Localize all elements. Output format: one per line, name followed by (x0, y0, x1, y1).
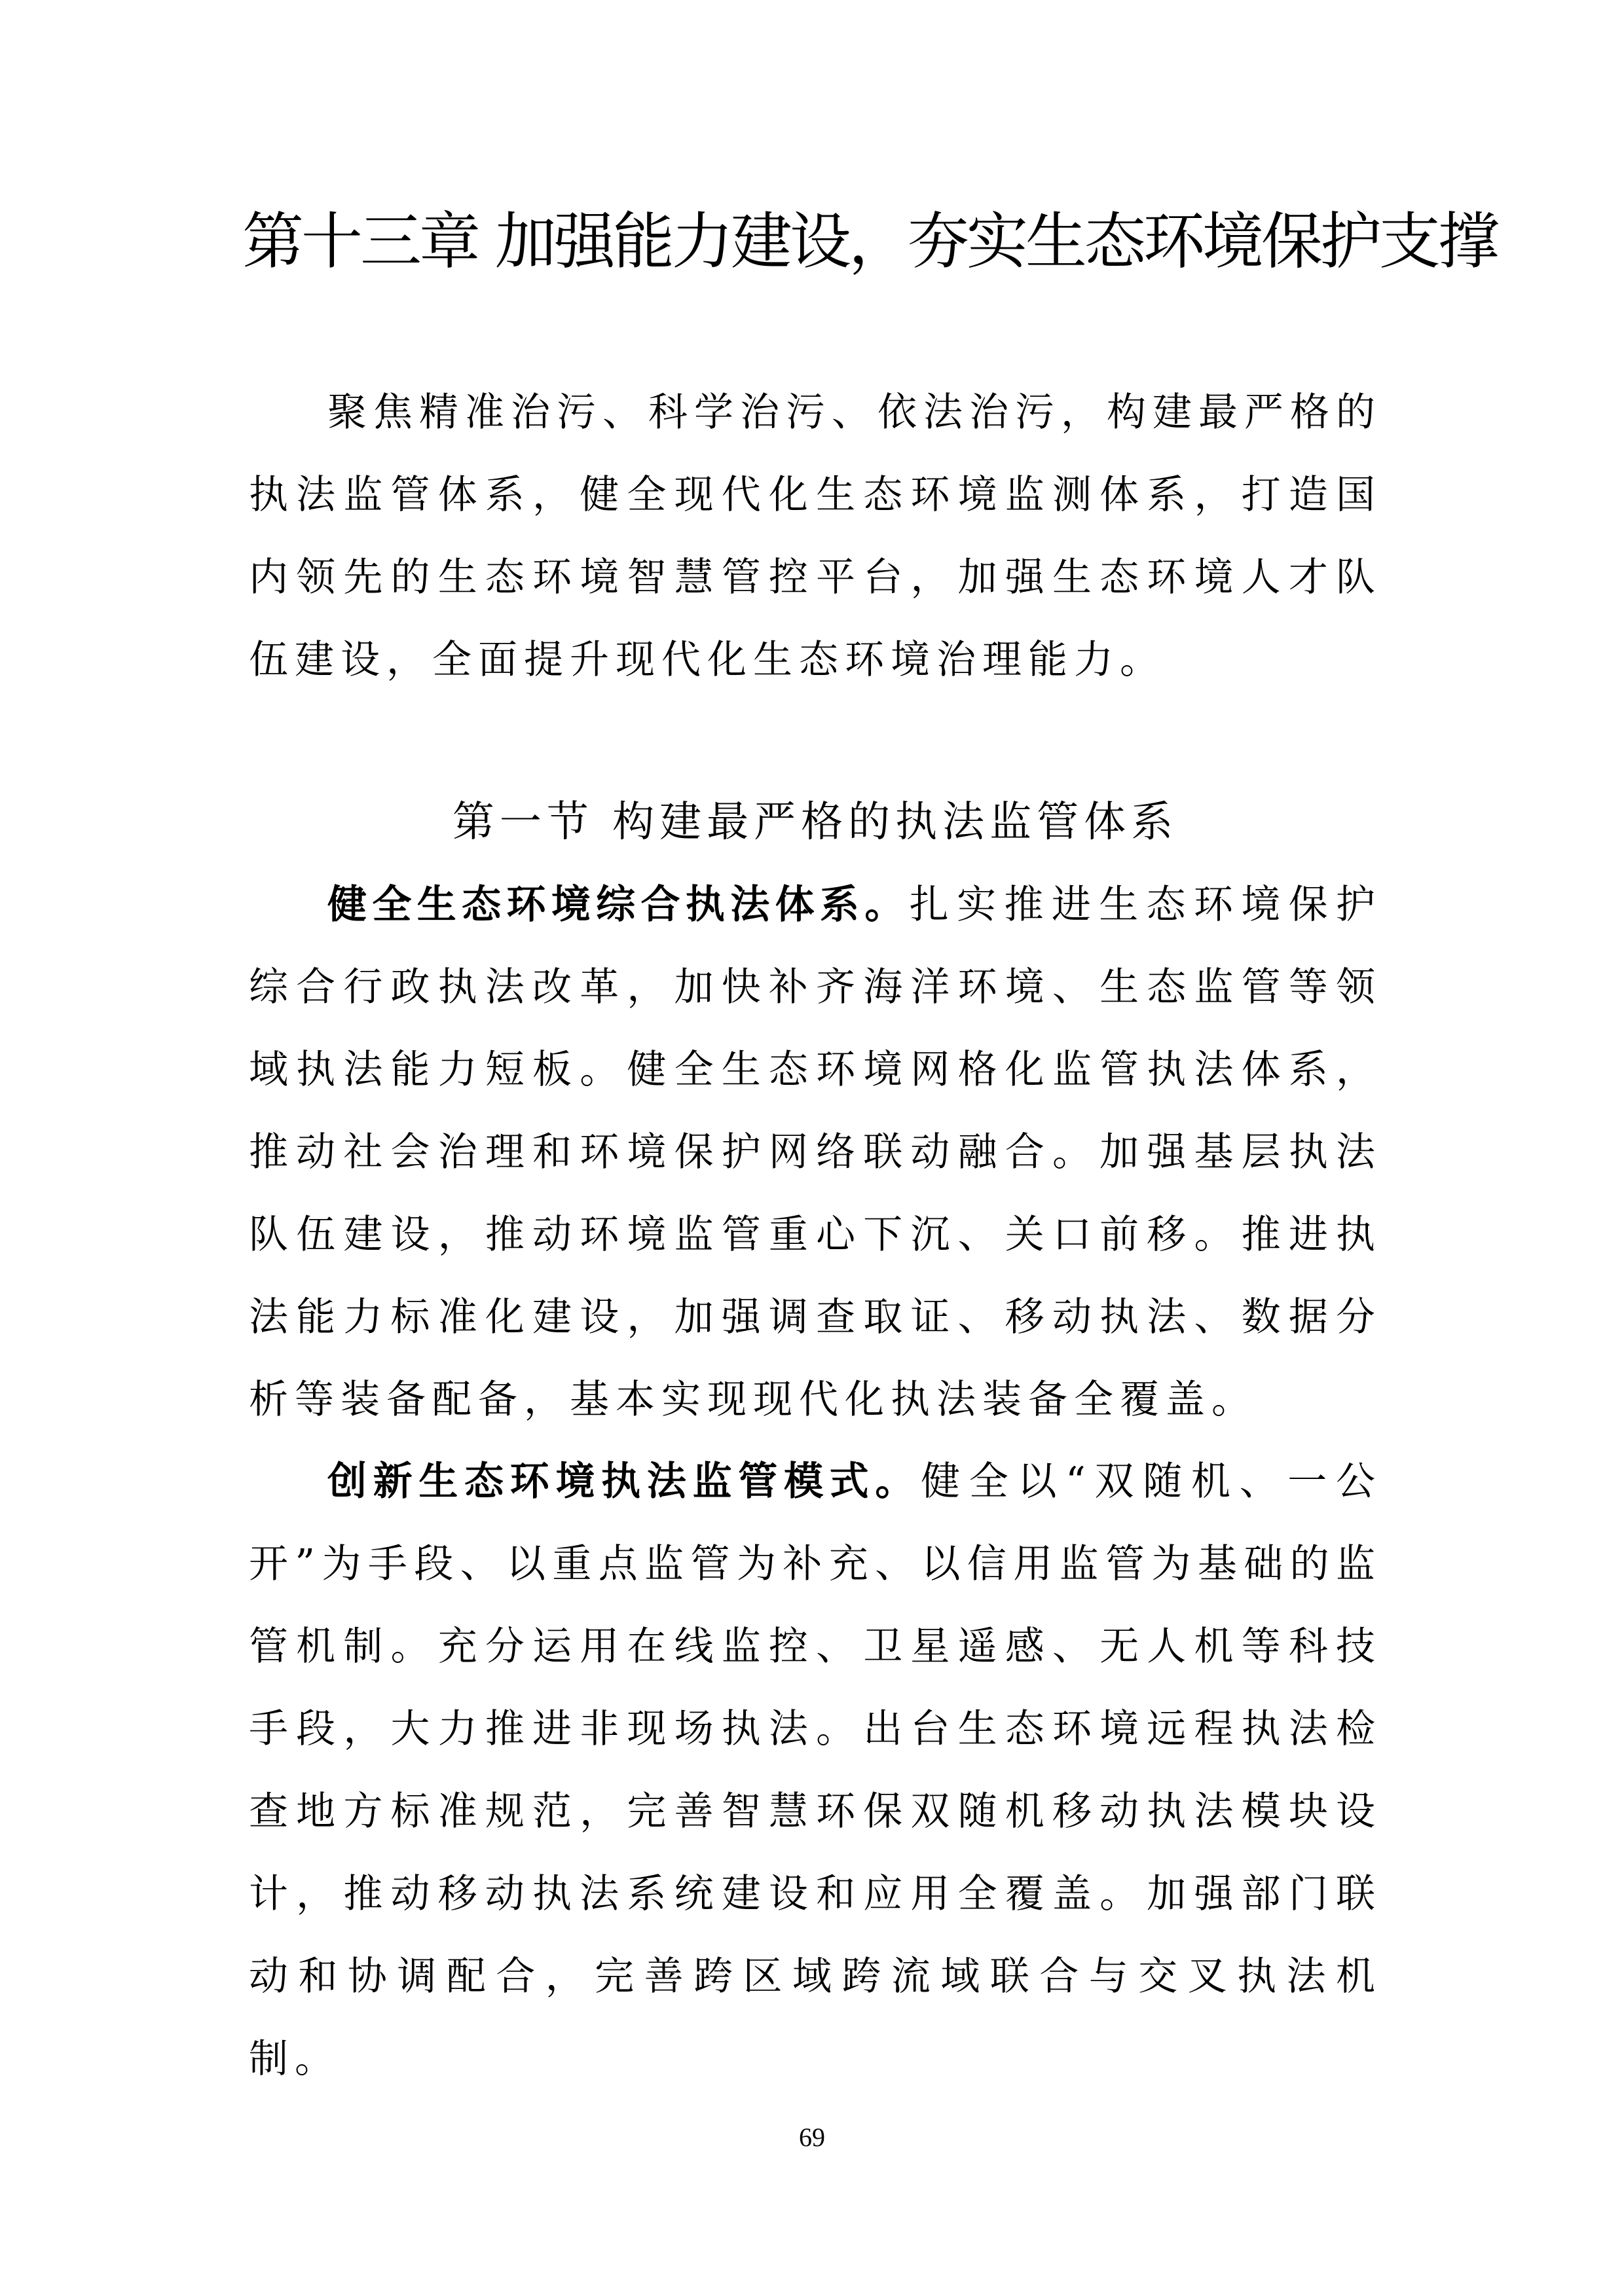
paragraph-text-1: 扎实推进生态环境保护综合行政执法改革，加快补齐海洋环境、生态监管等领域执法能力短板。健全生态环境网格化监管执法体系，推动社会治理和环境保护网络联动融合。加强基层执法队伍建设，推动环境监管重心下沉、关口前移。推进执法能力标准化建设，加强调查取证、移动执法、数据分析等装备配备，基本实现现代化执法装备全覆盖。 (249, 882, 1382, 1423)
paragraph-lead-2: 创新生态环境执法监管模式。 (327, 1459, 921, 1504)
chapter-intro-paragraph: 聚焦精准治污、科学治污、依法治污，构建最严格的执法监管体系，健全现代化生态环境监测体系，打造国内领先的生态环境智慧管控平台，加强生态环境人才队伍建设，全面提升现代化生态环境治理能力。 (249, 390, 1382, 683)
paragraph-text-2: 健全以“双随机、一公开”为手段、以重点监管为补充、以信用监管为基础的监管机制。充分运用在线监控、卫星遥感、无人机等科技手段，大力推进非现场执法。出台生态环境远程执法检查地方标准规范，完善智慧环保双随机移动执法模块设计，推动移动执法系统建设和应用全覆盖。加强部门联动和协调配合，完善跨区域跨流域联合与交叉执法机制。 (249, 1459, 1382, 2082)
section-paragraph-1 (249, 864, 1382, 1441)
page-number: 69 (799, 2123, 825, 2152)
chapter-title: 第十三章 加强能力建设，夯实生态环境保护支撑 (242, 206, 1497, 278)
section-paragraph-2 (249, 1440, 1382, 2100)
paragraph-lead-1: 健全生态环境综合执法体系。 (327, 882, 910, 928)
section-title: 第一节 构建最严格的执法监管体系 (452, 798, 1179, 847)
